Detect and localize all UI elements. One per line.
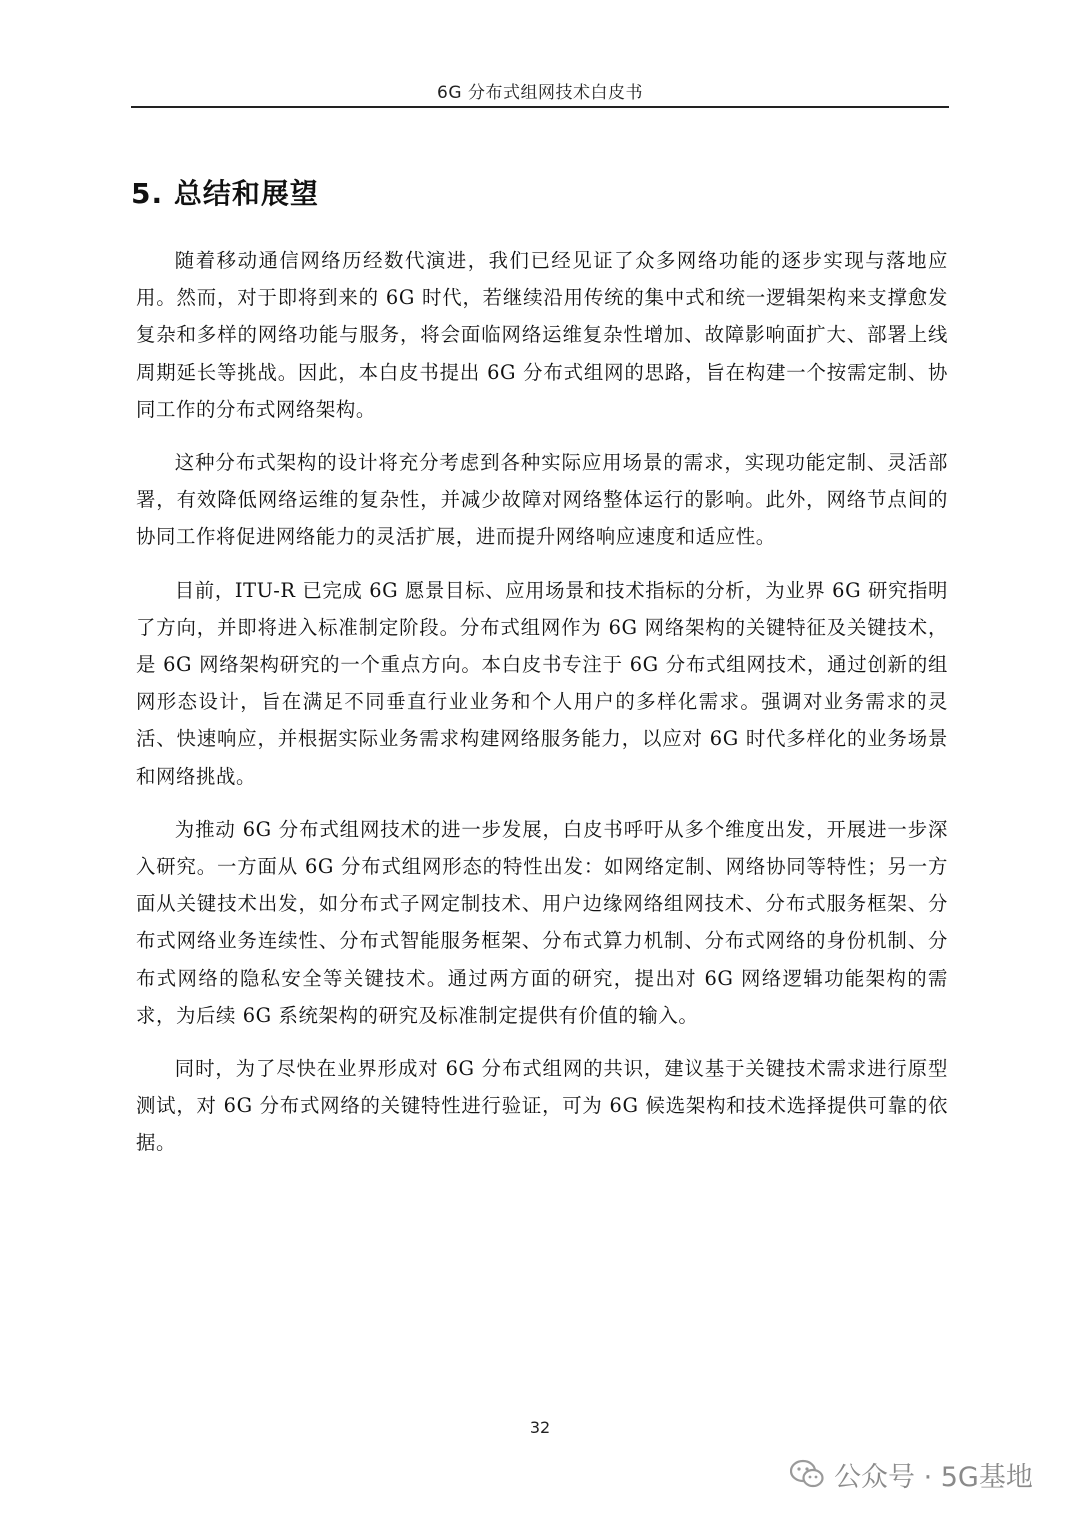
paragraph-5: 同时，为了尽快在业界形成对 6G 分布式组网的共识，建议基于关键技术需求进行原型测试，对 6G 分布式网络的关键特性进行验证，可为 6G 候选架构和技术选择提供可靠的依据。: [136, 1057, 948, 1155]
watermark: [790, 1454, 1033, 1494]
section-heading: 5. 总结和展望: [131, 177, 319, 210]
paragraph-1: 随着移动通信网络历经数代演进，我们已经见证了众多网络功能的逐步实现与落地应用。然而，对于即将到来的 6G 时代，若继续沿用传统的集中式和统一逻辑架构来支撑愈发复杂和多样的网络功能与服务，将会面临网络运维复杂性增加、故障影响面扩大、部署上线周期延长等挑战。因此，本白皮书提出 6G 分布式组网的思路，旨在构建一个按需定制、协同工作的分布式网络架构。: [136, 249, 948, 421]
paragraph-2: 这种分布式架构的设计将充分考虑到各种实际应用场景的需求，实现功能定制、灵活部署，有效降低网络运维的复杂性，并减少故障对网络整体运行的影响。此外，网络节点间的协同工作将促进网络能力的灵活扩展，进而提升网络响应速度和适应性。: [136, 451, 948, 549]
header-divider: [131, 106, 949, 108]
paragraph-3: 目前，ITU-R 已完成 6G 愿景目标、应用场景和技术指标的分析，为业界 6G 研究指明了方向，并即将进入标准制定阶段。分布式组网作为 6G 网络架构的关键特征及关键技术，是 6G 网络架构研究的一个重点方向。本白皮书专注于 6G 分布式组网技术，通过创新的组网形态设计，旨在满足不同垂直行业业务和个人用户的多样化需求。强调对业务需求的灵活、快速响应，并根据实际业务需求构建网络服务能力，以应对 6G 时代多样化的业务场景和网络挑战。: [136, 578, 948, 788]
running-header-title: 6G 分布式组网技术白皮书: [437, 83, 643, 103]
paragraph-4: 为推动 6G 分布式组网技术的进一步发展，白皮书呼吁从多个维度出发，开展进一步深入研究。一方面从 6G 分布式组网形态的特性出发：如网络定制、网络协同等特性；另一方面从关键技术出发，如分布式子网定制技术、用户边缘网络组网技术、分布式服务框架、分布式网络业务连续性、分布式智能服务框架、分布式算力机制、分布式网络的身份机制、分布式网络的隐私安全等关键技术。通过两方面的研究，提出对 6G 网络逻辑功能架构的需求，为后续 6G 系统架构的研究及标准制定提供有价值的输入。: [136, 817, 948, 1027]
wechat-icon: [790, 1459, 824, 1489]
watermark-text: 公众号 · 5G基地: [834, 1461, 1033, 1493]
body-text: [136, 242, 948, 1178]
page-number: 32: [529, 1418, 551, 1437]
